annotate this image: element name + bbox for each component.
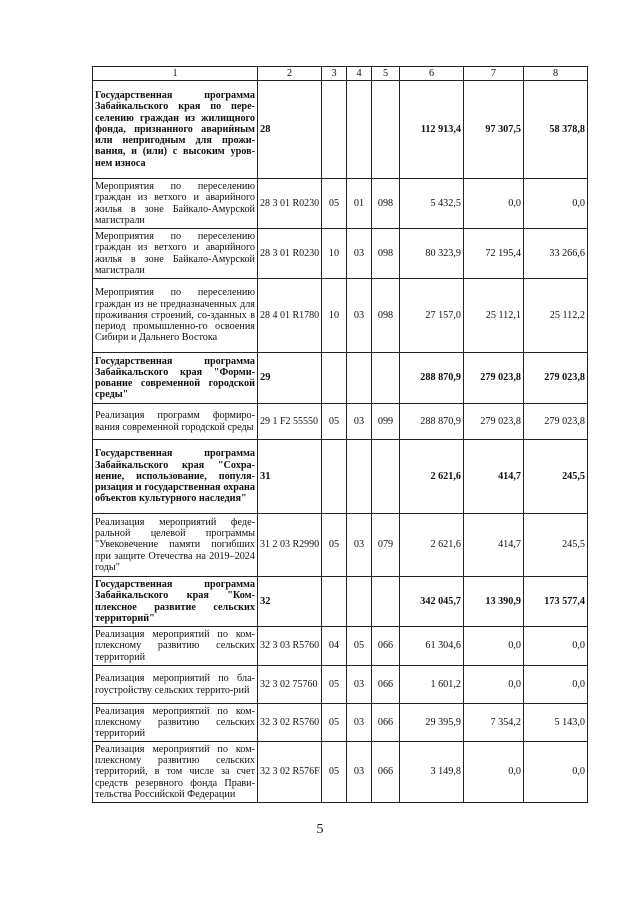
row-code: 31 bbox=[258, 440, 322, 514]
table-row bbox=[93, 179, 588, 229]
row-section: 05 bbox=[322, 179, 347, 229]
row-expense-type: 066 bbox=[372, 704, 400, 742]
header-row bbox=[93, 67, 588, 81]
row-value-col6: 1 601,2 bbox=[400, 666, 464, 704]
row-value-col7: 0,0 bbox=[464, 179, 524, 229]
row-subsection: 05 bbox=[347, 627, 372, 666]
row-value-col7: 414,7 bbox=[464, 440, 524, 514]
row-name: Мероприятия по переселению граждан из не предназначенных для проживания строений, со-зданных в период промышленно-го освоения Сибири и Дальнего Востока bbox=[93, 279, 258, 353]
row-section: 05 bbox=[322, 704, 347, 742]
row-subsection: 03 bbox=[347, 279, 372, 353]
row-expense-type bbox=[372, 577, 400, 627]
row-value-col8: 279 023,8 bbox=[524, 353, 588, 404]
table-row bbox=[93, 279, 588, 353]
row-subsection: 03 bbox=[347, 742, 372, 803]
row-code: 32 3 03 R5760 bbox=[258, 627, 322, 666]
row-section: 04 bbox=[322, 627, 347, 666]
row-value-col8: 279 023,8 bbox=[524, 404, 588, 440]
row-value-col6: 342 045,7 bbox=[400, 577, 464, 627]
row-expense-type: 079 bbox=[372, 514, 400, 577]
row-value-col7: 7 354,2 bbox=[464, 704, 524, 742]
header-cell: 2 bbox=[258, 67, 322, 81]
row-value-col8: 33 266,6 bbox=[524, 229, 588, 279]
row-expense-type: 098 bbox=[372, 179, 400, 229]
row-value-col8: 25 112,2 bbox=[524, 279, 588, 353]
row-section: 10 bbox=[322, 229, 347, 279]
row-name: Реализация мероприятий по ком-плексному развитию сельских территорий bbox=[93, 704, 258, 742]
row-value-col7: 25 112,1 bbox=[464, 279, 524, 353]
row-value-col7: 97 307,5 bbox=[464, 81, 524, 179]
row-section: 05 bbox=[322, 514, 347, 577]
row-value-col7: 414,7 bbox=[464, 514, 524, 577]
row-code: 29 1 F2 55550 bbox=[258, 404, 322, 440]
row-name: Реализация мероприятий феде-ральной целевой программы "Увековечение памяти погибших при защите Отечества на 2019–2024 годы" bbox=[93, 514, 258, 577]
header-cell: 5 bbox=[372, 67, 400, 81]
row-name: Реализация мероприятий по ком-плексному развитию сельских территорий, в том числе за счет средств резервного фонда Прави-тельства Российской Федерации bbox=[93, 742, 258, 803]
row-name: Реализация программ формиро-вания современной городской среды bbox=[93, 404, 258, 440]
row-name: Государственная программа Забайкальского края по пере-селению граждан из жилищного фонда, признанного аварийным или непригодным для прожи-вания, и (или) с высоким уров-нем износа bbox=[93, 81, 258, 179]
row-code: 32 3 02 75760 bbox=[258, 666, 322, 704]
budget-table bbox=[92, 66, 588, 803]
row-name: Реализация мероприятий по ком-плексному развитию сельских территорий bbox=[93, 627, 258, 666]
row-value-col6: 112 913,4 bbox=[400, 81, 464, 179]
row-expense-type: 098 bbox=[372, 279, 400, 353]
row-code: 29 bbox=[258, 353, 322, 404]
table-row bbox=[93, 81, 588, 179]
row-value-col7: 72 195,4 bbox=[464, 229, 524, 279]
table-row bbox=[93, 404, 588, 440]
row-subsection: 03 bbox=[347, 404, 372, 440]
row-subsection: 03 bbox=[347, 229, 372, 279]
row-code: 31 2 03 R2990 bbox=[258, 514, 322, 577]
row-subsection: 03 bbox=[347, 514, 372, 577]
header-cell: 7 bbox=[464, 67, 524, 81]
row-subsection: 01 bbox=[347, 179, 372, 229]
row-value-col7: 279 023,8 bbox=[464, 404, 524, 440]
row-value-col7: 279 023,8 bbox=[464, 353, 524, 404]
table-row bbox=[93, 514, 588, 577]
row-code: 28 3 01 R0230 bbox=[258, 179, 322, 229]
row-value-col6: 80 323,9 bbox=[400, 229, 464, 279]
row-subsection bbox=[347, 440, 372, 514]
table-row bbox=[93, 666, 588, 704]
row-code: 28 3 01 R0230 bbox=[258, 229, 322, 279]
page-number: 5 bbox=[316, 822, 324, 837]
row-value-col6: 288 870,9 bbox=[400, 353, 464, 404]
table-row bbox=[93, 704, 588, 742]
row-expense-type: 066 bbox=[372, 742, 400, 803]
row-expense-type bbox=[372, 440, 400, 514]
row-code: 28 4 01 R1780 bbox=[258, 279, 322, 353]
row-value-col6: 61 304,6 bbox=[400, 627, 464, 666]
row-value-col8: 5 143,0 bbox=[524, 704, 588, 742]
row-value-col8: 173 577,4 bbox=[524, 577, 588, 627]
row-value-col8: 245,5 bbox=[524, 440, 588, 514]
row-value-col6: 2 621,6 bbox=[400, 440, 464, 514]
row-value-col8: 0,0 bbox=[524, 627, 588, 666]
row-value-col8: 58 378,8 bbox=[524, 81, 588, 179]
header-cell: 4 bbox=[347, 67, 372, 81]
table-row bbox=[93, 440, 588, 514]
row-expense-type: 066 bbox=[372, 627, 400, 666]
row-value-col8: 0,0 bbox=[524, 666, 588, 704]
row-name: Мероприятия по переселению граждан из ветхого и аварийного жилья в зоне Байкало-Амурской магистрали bbox=[93, 179, 258, 229]
row-code: 28 bbox=[258, 81, 322, 179]
row-expense-type bbox=[372, 81, 400, 179]
row-section bbox=[322, 577, 347, 627]
table-row bbox=[93, 627, 588, 666]
row-value-col8: 245,5 bbox=[524, 514, 588, 577]
header-cell: 8 bbox=[524, 67, 588, 81]
header-cell: 1 bbox=[93, 67, 258, 81]
row-name: Реализация мероприятий по бла-гоустройству сельских террито-рий bbox=[93, 666, 258, 704]
row-value-col7: 0,0 bbox=[464, 666, 524, 704]
row-expense-type: 066 bbox=[372, 666, 400, 704]
row-value-col6: 29 395,9 bbox=[400, 704, 464, 742]
table-row bbox=[93, 229, 588, 279]
row-section: 10 bbox=[322, 279, 347, 353]
row-subsection: 03 bbox=[347, 666, 372, 704]
row-section bbox=[322, 440, 347, 514]
row-value-col7: 0,0 bbox=[464, 627, 524, 666]
row-name: Мероприятия по переселению граждан из ветхого и аварийного жилья в зоне Байкало-Амурской магистрали bbox=[93, 229, 258, 279]
row-value-col8: 0,0 bbox=[524, 742, 588, 803]
row-subsection bbox=[347, 81, 372, 179]
header-cell: 6 bbox=[400, 67, 464, 81]
row-section: 05 bbox=[322, 742, 347, 803]
row-expense-type bbox=[372, 353, 400, 404]
table-row bbox=[93, 577, 588, 627]
row-subsection bbox=[347, 577, 372, 627]
row-section: 05 bbox=[322, 666, 347, 704]
row-value-col6: 5 432,5 bbox=[400, 179, 464, 229]
row-value-col7: 0,0 bbox=[464, 742, 524, 803]
row-code: 32 bbox=[258, 577, 322, 627]
row-value-col6: 288 870,9 bbox=[400, 404, 464, 440]
row-value-col6: 2 621,6 bbox=[400, 514, 464, 577]
row-section bbox=[322, 353, 347, 404]
row-value-col8: 0,0 bbox=[524, 179, 588, 229]
row-expense-type: 098 bbox=[372, 229, 400, 279]
row-value-col6: 27 157,0 bbox=[400, 279, 464, 353]
row-code: 32 3 02 R5760 bbox=[258, 704, 322, 742]
row-code: 32 3 02 R576F bbox=[258, 742, 322, 803]
table-row bbox=[93, 353, 588, 404]
row-value-col6: 3 149,8 bbox=[400, 742, 464, 803]
row-subsection bbox=[347, 353, 372, 404]
table-row bbox=[93, 742, 588, 803]
row-subsection: 03 bbox=[347, 704, 372, 742]
row-section: 05 bbox=[322, 404, 347, 440]
row-section bbox=[322, 81, 347, 179]
row-name: Государственная программа Забайкальского края "Сохра-нение, использование, популя-ризация и государственная охрана объектов культурного наследия" bbox=[93, 440, 258, 514]
row-name: Государственная программа Забайкальского края "Ком-плексное развитие сельских территорий" bbox=[93, 577, 258, 627]
row-name: Государственная программа Забайкальского края "Форми-рование современной городской среды" bbox=[93, 353, 258, 404]
header-cell: 3 bbox=[322, 67, 347, 81]
row-expense-type: 099 bbox=[372, 404, 400, 440]
row-value-col7: 13 390,9 bbox=[464, 577, 524, 627]
